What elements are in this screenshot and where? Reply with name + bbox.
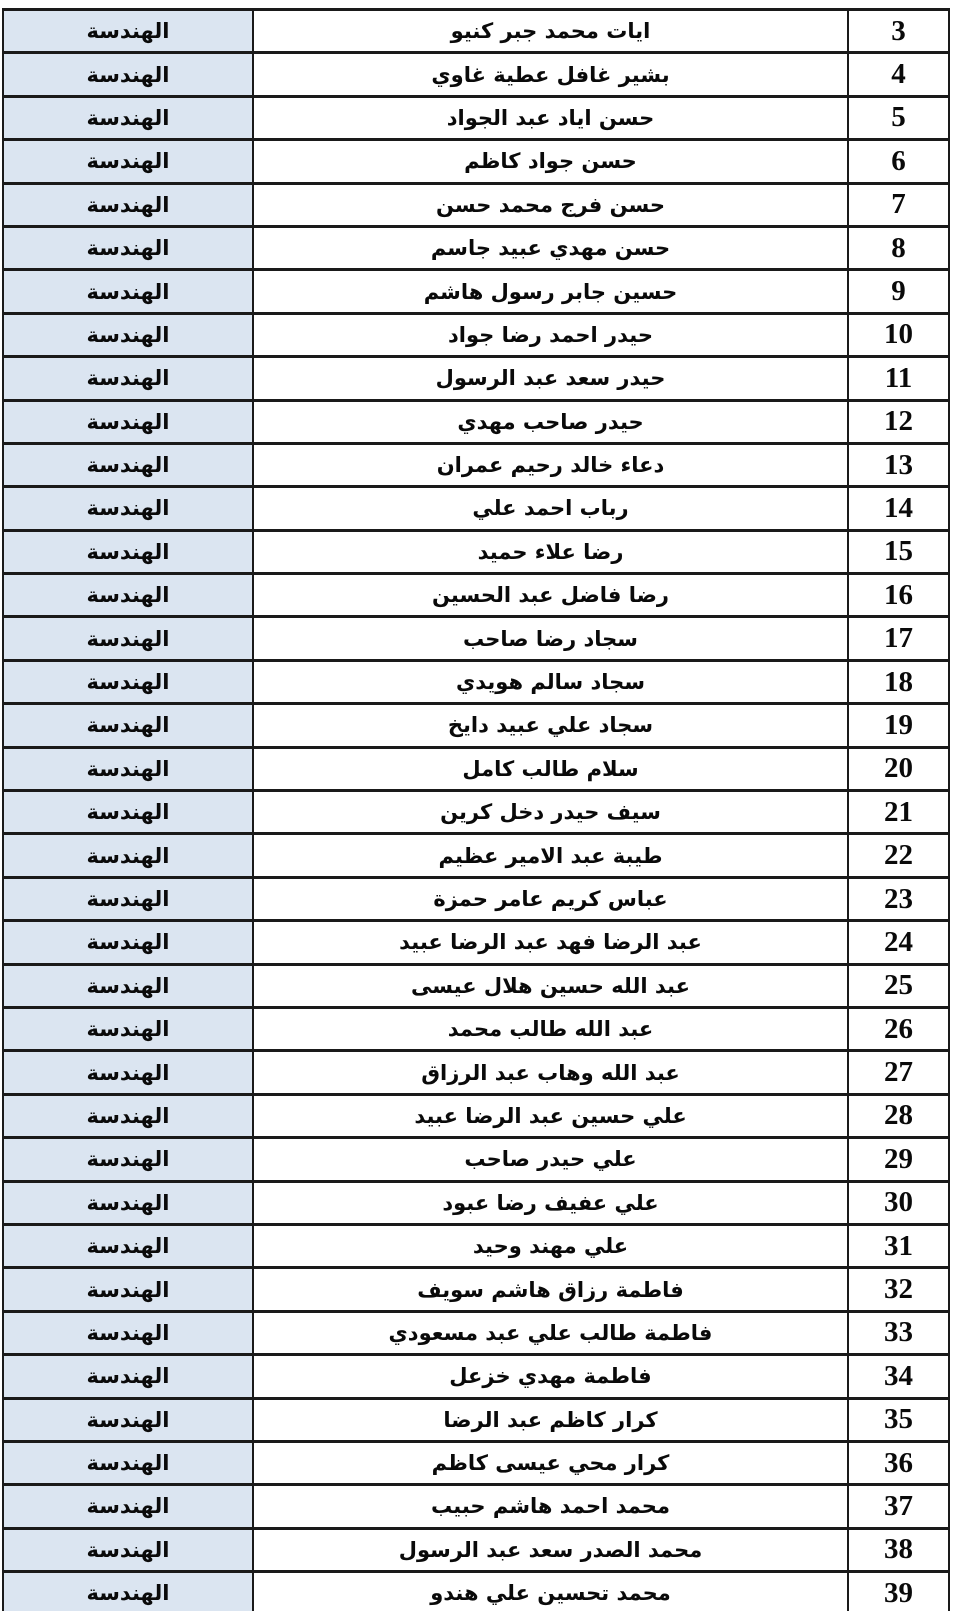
- number-cell: 34: [848, 1355, 949, 1398]
- table-row: [3, 1224, 949, 1267]
- name-cell: حسن مهدي عبيد جاسم: [253, 226, 848, 269]
- department-cell: الهندسة: [3, 1311, 253, 1354]
- name-cell: رضا فاضل عبد الحسين: [253, 574, 848, 617]
- department-cell: الهندسة: [3, 183, 253, 226]
- department-cell: الهندسة: [3, 96, 253, 139]
- name-cell: حسن اياد عبد الجواد: [253, 96, 848, 139]
- number-cell: 21: [848, 791, 949, 834]
- name-cell: سيف حيدر دخل كرين: [253, 791, 848, 834]
- name-cell: دعاء خالد رحيم عمران: [253, 443, 848, 486]
- department-cell: الهندسة: [3, 53, 253, 96]
- table-row: [3, 1572, 949, 1611]
- table-row: [3, 1268, 949, 1311]
- table-row: [3, 400, 949, 443]
- table-row: [3, 877, 949, 920]
- department-cell: الهندسة: [3, 313, 253, 356]
- number-cell: 23: [848, 877, 949, 920]
- department-cell: الهندسة: [3, 660, 253, 703]
- department-cell: الهندسة: [3, 834, 253, 877]
- number-cell: 30: [848, 1181, 949, 1224]
- table-row: [3, 183, 949, 226]
- table-row: [3, 704, 949, 747]
- name-cell: رباب احمد علي: [253, 487, 848, 530]
- number-cell: 8: [848, 226, 949, 269]
- number-cell: 24: [848, 921, 949, 964]
- department-cell: الهندسة: [3, 270, 253, 313]
- name-cell: حسين جابر رسول هاشم: [253, 270, 848, 313]
- number-cell: 25: [848, 964, 949, 1007]
- table-row: [3, 530, 949, 573]
- number-cell: 32: [848, 1268, 949, 1311]
- table-row: [3, 1138, 949, 1181]
- number-cell: 5: [848, 96, 949, 139]
- name-cell: محمد تحسين علي هندو: [253, 1572, 848, 1611]
- department-cell: الهندسة: [3, 357, 253, 400]
- name-cell: عبد الله طالب محمد: [253, 1007, 848, 1050]
- table-row: [3, 834, 949, 877]
- department-cell: الهندسة: [3, 1094, 253, 1137]
- students-table: [2, 8, 950, 1611]
- name-cell: ايات محمد جبر كنيو: [253, 10, 848, 53]
- table-row: [3, 443, 949, 486]
- number-cell: 9: [848, 270, 949, 313]
- table-body: [3, 10, 949, 1611]
- department-cell: الهندسة: [3, 1051, 253, 1094]
- department-cell: الهندسة: [3, 1007, 253, 1050]
- number-cell: 6: [848, 140, 949, 183]
- name-cell: حيدر صاحب مهدي: [253, 400, 848, 443]
- department-cell: الهندسة: [3, 530, 253, 573]
- department-cell: الهندسة: [3, 964, 253, 1007]
- table-row: [3, 10, 949, 53]
- number-cell: 10: [848, 313, 949, 356]
- name-cell: حسن فرج محمد حسن: [253, 183, 848, 226]
- name-cell: علي عفيف رضا عبود: [253, 1181, 848, 1224]
- name-cell: فاطمة طالب علي عبد مسعودي: [253, 1311, 848, 1354]
- name-cell: عبد الله حسين هلال عيسى: [253, 964, 848, 1007]
- table-row: [3, 921, 949, 964]
- number-cell: 12: [848, 400, 949, 443]
- department-cell: الهندسة: [3, 617, 253, 660]
- table-row: [3, 53, 949, 96]
- department-cell: الهندسة: [3, 1138, 253, 1181]
- name-cell: حيدر سعد عبد الرسول: [253, 357, 848, 400]
- name-cell: حسن جواد كاظم: [253, 140, 848, 183]
- number-cell: 11: [848, 357, 949, 400]
- department-cell: الهندسة: [3, 1441, 253, 1484]
- name-cell: علي حيدر صاحب: [253, 1138, 848, 1181]
- department-cell: الهندسة: [3, 921, 253, 964]
- name-cell: سلام طالب كامل: [253, 747, 848, 790]
- department-cell: الهندسة: [3, 1528, 253, 1571]
- name-cell: سجاد رضا صاحب: [253, 617, 848, 660]
- table-row: [3, 1528, 949, 1571]
- number-cell: 36: [848, 1441, 949, 1484]
- department-cell: الهندسة: [3, 10, 253, 53]
- name-cell: عبد الرضا فهد عبد الرضا عبيد: [253, 921, 848, 964]
- number-cell: 35: [848, 1398, 949, 1441]
- table-row: [3, 791, 949, 834]
- name-cell: فاطمة رزاق هاشم سويف: [253, 1268, 848, 1311]
- number-cell: 31: [848, 1224, 949, 1267]
- department-cell: الهندسة: [3, 1485, 253, 1528]
- name-cell: علي مهند وحيد: [253, 1224, 848, 1267]
- department-cell: الهندسة: [3, 400, 253, 443]
- department-cell: الهندسة: [3, 747, 253, 790]
- number-cell: 29: [848, 1138, 949, 1181]
- name-cell: عبد الله وهاب عبد الرزاق: [253, 1051, 848, 1094]
- table-row: [3, 1355, 949, 1398]
- number-cell: 28: [848, 1094, 949, 1137]
- table-row: [3, 1094, 949, 1137]
- table-row: [3, 270, 949, 313]
- table-row: [3, 1485, 949, 1528]
- name-cell: محمد احمد هاشم حبيب: [253, 1485, 848, 1528]
- name-cell: طيبة عبد الامير عظيم: [253, 834, 848, 877]
- name-cell: رضا علاء حميد: [253, 530, 848, 573]
- table-row: [3, 660, 949, 703]
- number-cell: 26: [848, 1007, 949, 1050]
- number-cell: 7: [848, 183, 949, 226]
- table-row: [3, 1441, 949, 1484]
- number-cell: 17: [848, 617, 949, 660]
- department-cell: الهندسة: [3, 1572, 253, 1611]
- name-cell: فاطمة مهدي خزعل: [253, 1355, 848, 1398]
- number-cell: 15: [848, 530, 949, 573]
- name-cell: سجاد علي عبيد دايخ: [253, 704, 848, 747]
- table-row: [3, 1398, 949, 1441]
- table-row: [3, 226, 949, 269]
- department-cell: الهندسة: [3, 487, 253, 530]
- number-cell: 13: [848, 443, 949, 486]
- department-cell: الهندسة: [3, 574, 253, 617]
- department-cell: الهندسة: [3, 1355, 253, 1398]
- number-cell: 22: [848, 834, 949, 877]
- table-row: [3, 140, 949, 183]
- table-row: [3, 357, 949, 400]
- name-cell: محمد الصدر سعد عبد الرسول: [253, 1528, 848, 1571]
- table-row: [3, 313, 949, 356]
- name-cell: بشير غافل عطية غاوي: [253, 53, 848, 96]
- name-cell: كرار كاظم عبد الرضا: [253, 1398, 848, 1441]
- name-cell: حيدر احمد رضا جواد: [253, 313, 848, 356]
- number-cell: 18: [848, 660, 949, 703]
- number-cell: 3: [848, 10, 949, 53]
- table-row: [3, 574, 949, 617]
- table-row: [3, 747, 949, 790]
- table-row: [3, 617, 949, 660]
- table-row: [3, 964, 949, 1007]
- table-row: [3, 1181, 949, 1224]
- name-cell: سجاد سالم هويدي: [253, 660, 848, 703]
- name-cell: عباس كريم عامر حمزة: [253, 877, 848, 920]
- number-cell: 19: [848, 704, 949, 747]
- department-cell: الهندسة: [3, 1268, 253, 1311]
- table-row: [3, 96, 949, 139]
- table-row: [3, 487, 949, 530]
- name-cell: كرار محي عيسى كاظم: [253, 1441, 848, 1484]
- department-cell: الهندسة: [3, 791, 253, 834]
- department-cell: الهندسة: [3, 140, 253, 183]
- number-cell: 37: [848, 1485, 949, 1528]
- department-cell: الهندسة: [3, 1398, 253, 1441]
- number-cell: 39: [848, 1572, 949, 1611]
- number-cell: 38: [848, 1528, 949, 1571]
- number-cell: 20: [848, 747, 949, 790]
- number-cell: 27: [848, 1051, 949, 1094]
- table-row: [3, 1051, 949, 1094]
- table-row: [3, 1311, 949, 1354]
- number-cell: 33: [848, 1311, 949, 1354]
- department-cell: الهندسة: [3, 1224, 253, 1267]
- department-cell: الهندسة: [3, 704, 253, 747]
- department-cell: الهندسة: [3, 226, 253, 269]
- name-cell: علي حسين عبد الرضا عبيد: [253, 1094, 848, 1137]
- department-cell: الهندسة: [3, 443, 253, 486]
- table-row: [3, 1007, 949, 1050]
- number-cell: 14: [848, 487, 949, 530]
- number-cell: 4: [848, 53, 949, 96]
- department-cell: الهندسة: [3, 877, 253, 920]
- department-cell: الهندسة: [3, 1181, 253, 1224]
- number-cell: 16: [848, 574, 949, 617]
